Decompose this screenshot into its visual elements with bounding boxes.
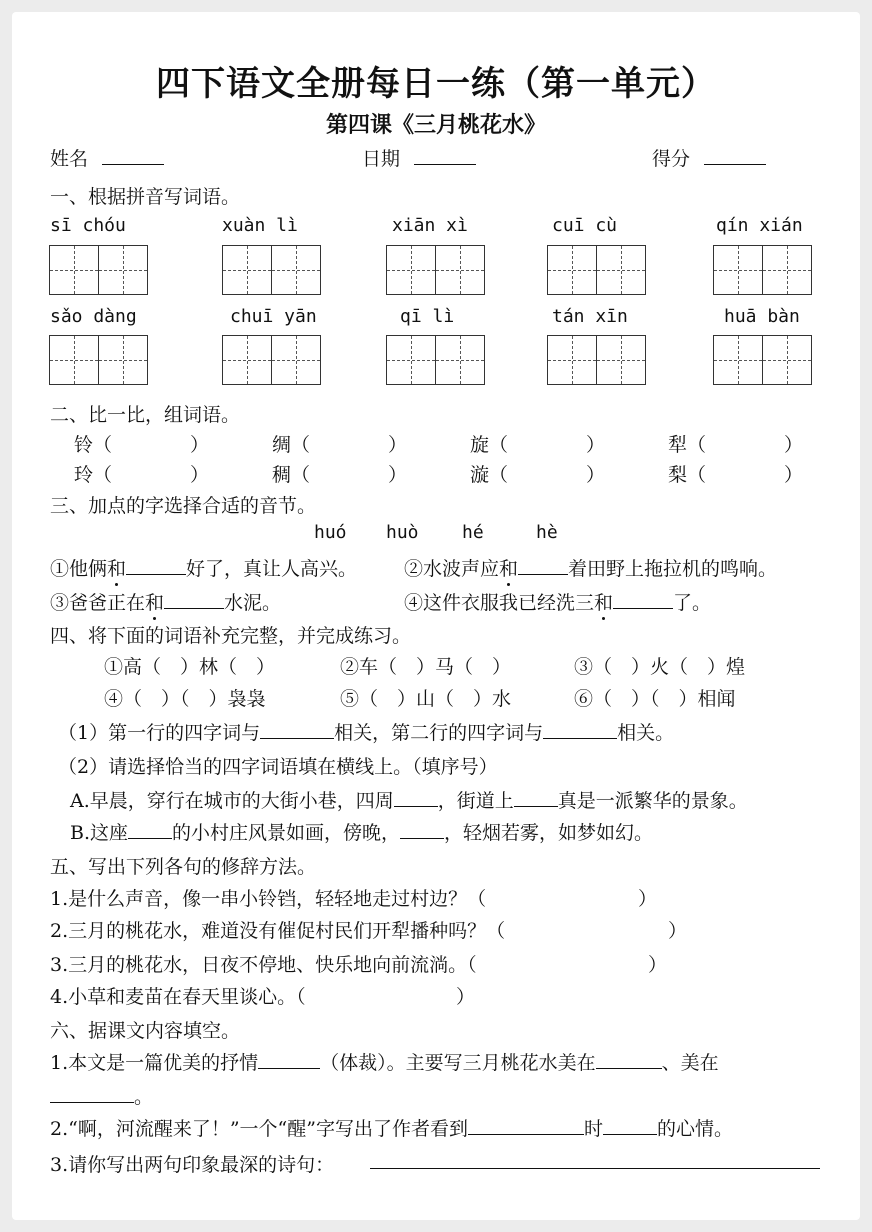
answer-blank[interactable]: [400, 820, 444, 839]
fill-q1-text: 。: [134, 1086, 154, 1108]
compare-close: ）: [586, 464, 606, 486]
compare-item: 旋（: [470, 434, 509, 456]
dotted-char: 和: [145, 592, 165, 614]
compare-close: ）: [388, 434, 408, 456]
rhetoric-item-3: 3.三月的桃花水，日夜不停地、快乐地向前流淌。（: [50, 954, 477, 976]
answer-blank[interactable]: [128, 820, 172, 839]
fill-q1-text: 、美在: [661, 1052, 719, 1074]
idiom-qb-text: ，轻烟若雾，如梦如幻。: [444, 822, 654, 844]
answer-blank[interactable]: [613, 590, 673, 609]
section-3-heading: 三、加点的字选择合适的音节。: [50, 495, 317, 517]
compare-item: 犁（: [668, 434, 707, 456]
compare-close: ）: [190, 464, 210, 486]
compare-close: ）: [586, 434, 606, 456]
pron-q2-text: ②水波声应: [404, 558, 500, 580]
dotted-char: 和: [499, 558, 519, 580]
rhetoric-close: ）: [638, 888, 658, 910]
pron-q4-text: ④这件衣服我已经洗三: [404, 592, 595, 614]
score-field: [652, 144, 766, 171]
idiom-question-2: （2）请选择恰当的四字词语填在横线上。（填序号）: [58, 756, 498, 778]
date-blank[interactable]: [414, 146, 476, 165]
compare-item: 漩（: [470, 464, 509, 486]
idiom-qa-text: 真是一派繁华的景象。: [557, 790, 748, 812]
pinyin-9: tán xīn: [552, 306, 628, 327]
fill-q2-text: 2.“啊，河流醒来了！”一个“醒”字写出了作者看到: [50, 1118, 468, 1140]
rhetoric-item-1: 1.是什么声音，像一串小铃铛，轻轻地走过村边？（: [50, 888, 487, 910]
compare-close: ）: [784, 464, 804, 486]
fill-q2-text: 时: [583, 1118, 603, 1140]
answer-blank[interactable]: [518, 556, 568, 575]
writing-grid[interactable]: [386, 245, 485, 295]
compare-close: ）: [784, 434, 804, 456]
pron-question-2: [404, 554, 777, 581]
fill-q1-text: （体裁）。主要写三月桃花水美在: [320, 1052, 596, 1074]
fill-question-1: [50, 1048, 719, 1075]
idiom-qb-text: 的小村庄风景如画，傍晚，: [172, 822, 401, 844]
pinyin-2: xuàn lì: [222, 215, 298, 236]
pinyin-10: huā bàn: [724, 306, 800, 327]
score-blank[interactable]: [704, 146, 766, 165]
syllable-option: hé: [462, 522, 484, 543]
idiom-qb-text: B.这座: [70, 822, 129, 844]
idiom-item: ⑥（ ）（ ）相闻: [574, 688, 736, 710]
idiom-question-1: [58, 718, 674, 745]
idiom-item: ⑤（ ）山（ ）水: [340, 688, 512, 710]
compare-item: 稠（: [272, 464, 311, 486]
writing-grid[interactable]: [547, 335, 646, 385]
pron-q3-text: ③爸爸正在: [50, 592, 146, 614]
name-label: 姓名: [50, 148, 89, 170]
pron-q1-text: ①他俩: [50, 558, 108, 580]
pinyin-8: qī lì: [400, 306, 455, 327]
fill-question-1-cont: [50, 1082, 153, 1109]
idiom-qa-text: ，街道上: [437, 790, 514, 812]
pinyin-5: qín xián: [716, 215, 803, 236]
idiom-question-a: [70, 786, 748, 813]
date-field: [362, 144, 476, 171]
section-1-heading: 一、根据拼音写词语。: [50, 186, 241, 208]
fill-question-3: 3.请你写出两句印象最深的诗句：: [50, 1154, 335, 1176]
idiom-item: ③（ ）火（ ）煌: [574, 656, 746, 678]
rhetoric-item-4: 4.小草和麦苗在春天里谈心。（: [50, 986, 306, 1008]
name-blank[interactable]: [102, 146, 164, 165]
fill-question-2: [50, 1114, 733, 1141]
answer-blank[interactable]: [514, 788, 558, 807]
lesson-subtitle: 第四课《三月桃花水》: [325, 112, 546, 138]
compare-item: 绸（: [272, 434, 311, 456]
idiom-item: ②车（ ）马（ ）: [340, 656, 512, 678]
dotted-char: 和: [107, 558, 127, 580]
rhetoric-close: ）: [668, 920, 688, 942]
idiom-q1-text: （1）第一行的四字词与: [58, 722, 261, 744]
pinyin-6: sǎo dàng: [50, 306, 137, 327]
pron-q1-text: 好了，真让人高兴。: [186, 558, 358, 580]
answer-blank[interactable]: [126, 556, 186, 575]
dotted-char: 和: [594, 592, 614, 614]
pinyin-3: xiān xì: [392, 215, 468, 236]
writing-grid[interactable]: [713, 335, 812, 385]
writing-grid[interactable]: [386, 335, 485, 385]
date-label: 日期: [362, 148, 401, 170]
answer-blank[interactable]: [50, 1084, 134, 1103]
page-title: 四下语文全册每日一练（第一单元）: [156, 64, 716, 104]
writing-grid[interactable]: [547, 245, 646, 295]
pron-question-1: [50, 554, 357, 581]
pinyin-4: cuī cù: [552, 215, 618, 236]
poem-answer-line[interactable]: [370, 1168, 820, 1169]
compare-item: 玲（: [74, 464, 113, 486]
answer-blank[interactable]: [596, 1050, 662, 1069]
name-field: [50, 144, 164, 171]
compare-close: ）: [190, 434, 210, 456]
writing-grid[interactable]: [49, 245, 148, 295]
section-6-heading: 六、据课文内容填空。: [50, 1020, 241, 1042]
compare-close: ）: [388, 464, 408, 486]
answer-blank[interactable]: [468, 1116, 584, 1135]
section-4-heading: 四、将下面的词语补充完整，并完成练习。: [50, 625, 412, 647]
answer-blank[interactable]: [164, 590, 224, 609]
answer-blank[interactable]: [543, 720, 617, 739]
writing-grid[interactable]: [49, 335, 148, 385]
fill-q2-text: 的心情。: [657, 1118, 734, 1140]
syllable-option: huò: [386, 522, 419, 543]
idiom-question-b: [70, 818, 653, 845]
answer-blank[interactable]: [260, 720, 334, 739]
idiom-q1-text: 相关。: [617, 722, 675, 744]
answer-blank[interactable]: [603, 1116, 657, 1135]
compare-item: 铃（: [74, 434, 113, 456]
pron-question-3: [50, 588, 281, 615]
pron-q2-text: 着田野上拖拉机的鸣响。: [568, 558, 778, 580]
section-5-heading: 五、写出下列各句的修辞方法。: [50, 856, 317, 878]
fill-q1-text: 1.本文是一篇优美的抒情: [50, 1052, 259, 1074]
pron-q4-text: 了。: [673, 592, 712, 614]
writing-grid[interactable]: [222, 335, 321, 385]
answer-blank[interactable]: [394, 788, 438, 807]
section-2-heading: 二、比一比，组词语。: [50, 404, 241, 426]
syllable-option: huó: [314, 522, 347, 543]
pinyin-1: sī chóu: [50, 215, 126, 236]
pinyin-7: chuī yān: [230, 306, 317, 327]
writing-grid[interactable]: [713, 245, 812, 295]
rhetoric-item-2: 2.三月的桃花水，难道没有催促村民们开犁播种吗？（: [50, 920, 506, 942]
pron-q3-text: 水泥。: [224, 592, 282, 614]
score-label: 得分: [652, 148, 691, 170]
compare-item: 梨（: [668, 464, 707, 486]
idiom-item: ①高（ ）林（ ）: [104, 656, 276, 678]
writing-grid[interactable]: [222, 245, 321, 295]
pron-question-4: [404, 588, 711, 615]
idiom-qa-text: A.早晨，穿行在城市的大街小巷，四周: [70, 790, 394, 812]
answer-blank[interactable]: [258, 1050, 320, 1069]
rhetoric-close: ）: [456, 986, 476, 1008]
rhetoric-close: ）: [648, 954, 668, 976]
syllable-option: hè: [536, 522, 558, 543]
idiom-q1-text: 相关，第二行的四字词与: [334, 722, 544, 744]
idiom-item: ④（ ）（ ）袅袅: [104, 688, 266, 710]
